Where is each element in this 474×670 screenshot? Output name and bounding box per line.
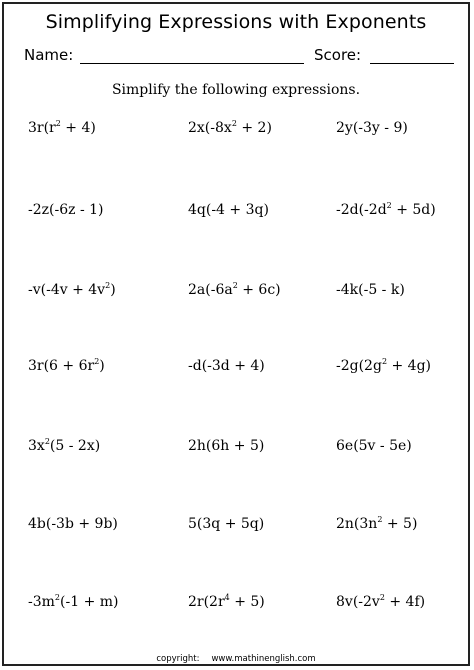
exponent: 2 xyxy=(55,119,61,128)
exponent: 2 xyxy=(94,357,100,366)
exponent: 2 xyxy=(379,593,385,602)
expression-text: + 4) xyxy=(60,120,96,136)
expression-text: 3r(6 + 6r xyxy=(28,358,95,374)
problem-expression xyxy=(188,438,264,454)
problem-expression xyxy=(336,516,417,532)
expression-text: ) xyxy=(99,358,105,374)
problem-expression xyxy=(188,120,272,136)
expression-text: 3r(r xyxy=(28,120,56,136)
problem-expression xyxy=(28,202,104,218)
expression-text: 2a(-6a xyxy=(188,282,233,298)
problem-expression xyxy=(336,594,425,610)
expression-text: + 4f) xyxy=(384,594,426,610)
problem-expression xyxy=(28,358,105,374)
expression-text: (5 - 2x) xyxy=(49,438,101,454)
expression-text: -4k(-5 - k) xyxy=(336,282,405,298)
problem-expression xyxy=(28,282,116,298)
problem-expression xyxy=(336,120,408,136)
exponent: 2 xyxy=(377,515,383,524)
expression-text: -2z(-6z - 1) xyxy=(28,202,104,218)
problem-expression xyxy=(336,438,412,454)
problem-expression xyxy=(188,358,265,374)
footer xyxy=(4,654,468,664)
instructions: Simplify the following expressions. xyxy=(111,82,361,98)
expression-text: + 5) xyxy=(382,516,418,532)
expression-text: 2n(3n xyxy=(336,516,378,532)
score-label: Score: xyxy=(314,46,362,64)
problem-expression xyxy=(188,594,265,610)
expression-text: -d(-3d + 4) xyxy=(188,358,265,374)
exponent: 2 xyxy=(105,281,111,290)
expression-text: 4q(-4 + 3q) xyxy=(188,202,269,218)
expression-text: 6e(5v - 5e) xyxy=(336,438,412,454)
exponent: 2 xyxy=(54,593,61,602)
worksheet-title: Simplifying Expressions with Exponents xyxy=(45,11,427,33)
expression-text: + 2) xyxy=(236,120,272,136)
worksheet-page xyxy=(2,2,470,666)
expression-text: -v(-4v + 4v xyxy=(28,282,106,298)
expression-text: + 5) xyxy=(229,594,265,610)
expression-text: 2h(6h + 5) xyxy=(188,438,265,454)
exponent: 2 xyxy=(381,357,388,366)
problem-expression xyxy=(336,202,436,218)
copyright-site: www.mathinenglish.com xyxy=(211,654,316,664)
problem-expression xyxy=(28,438,100,454)
problem-expression xyxy=(188,202,269,218)
expression-text: (-1 + m) xyxy=(60,594,119,610)
expression-text: 2y(-3y - 9) xyxy=(336,120,408,136)
expression-text: -2d(-2d xyxy=(336,202,387,218)
expression-text: + 6c) xyxy=(237,282,281,298)
name-score-row xyxy=(18,46,454,70)
problem-expression xyxy=(188,282,281,298)
expression-text: 8v(-2v xyxy=(336,594,380,610)
expression-text: 3x xyxy=(28,438,45,454)
exponent: 2 xyxy=(231,119,237,128)
expression-text: 2r(2r xyxy=(188,594,225,610)
expression-text: ) xyxy=(110,282,116,298)
exponent: 2 xyxy=(44,437,50,446)
problem-expression xyxy=(336,282,405,298)
expression-text: -3m xyxy=(28,594,55,610)
copyright-label: copyright: xyxy=(156,654,200,664)
problem-expression xyxy=(188,516,264,532)
expression-text: + 5d) xyxy=(391,202,436,218)
name-field-line xyxy=(80,63,304,64)
problem-expression xyxy=(336,358,431,374)
expression-text: -2g(2g xyxy=(336,358,382,374)
expression-text: 5(3q + 5q) xyxy=(188,516,265,532)
expression-text: + 4g) xyxy=(387,358,431,374)
name-label: Name: xyxy=(24,46,74,64)
exponent: 2 xyxy=(232,281,238,290)
expression-text: 2x(-8x xyxy=(188,120,232,136)
exponent: 4 xyxy=(224,593,230,602)
expression-text: 4b(-3b + 9b) xyxy=(28,516,118,532)
problem-expression xyxy=(28,594,118,610)
exponent: 2 xyxy=(386,201,392,210)
score-field-line xyxy=(370,63,454,64)
problem-expression xyxy=(28,120,96,136)
problem-expression xyxy=(28,516,118,532)
